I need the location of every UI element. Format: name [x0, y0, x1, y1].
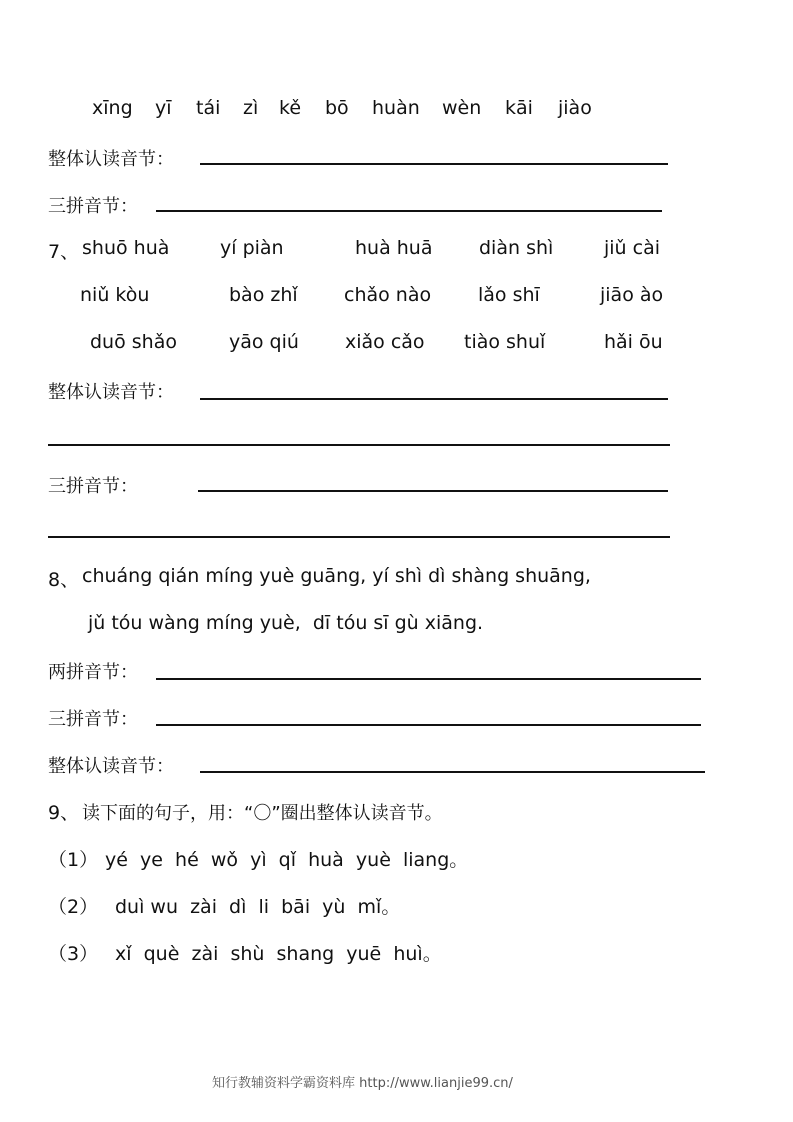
poem-line-1: chuáng qián míng yuè guāng, yí shì dì shàng shuāng, [82, 565, 591, 587]
triple-syllable-label: 三拼音节： [48, 709, 138, 730]
pinyin-word: wèn [442, 97, 482, 119]
answer-line[interactable] [156, 210, 662, 212]
answer-line[interactable] [200, 771, 705, 773]
pinyin-word: xiǎo cǎo [345, 331, 425, 353]
poem-line-2: jǔ tóu wàng míng yuè, dī tóu sī gù xiāng. [88, 612, 484, 634]
pinyin-word: duō shǎo [90, 331, 177, 353]
pinyin-word: hǎi ōu [604, 331, 663, 353]
pinyin-word: bào zhǐ [229, 284, 298, 306]
pinyin-word: tái [196, 97, 221, 119]
question-number: 7、 [48, 241, 80, 263]
sentence-number: （2） [48, 896, 99, 918]
question-number: 9、 [48, 802, 80, 824]
pinyin-word: jiào [558, 97, 592, 119]
instruction-text: 读下面的句子，用：“〇”圈出整体认读音节。 [82, 803, 443, 824]
pinyin-word: diàn shì [479, 237, 554, 259]
pinyin-word: kě [279, 97, 302, 119]
answer-line[interactable] [200, 398, 668, 400]
whole-syllable-label: 整体认读音节： [48, 756, 174, 777]
double-syllable-label: 两拼音节： [48, 662, 138, 683]
pinyin-word: tiào shuǐ [464, 331, 546, 353]
pinyin-word: yāo qiú [229, 331, 299, 353]
pinyin-word: zì [243, 97, 259, 119]
sentence-number: （1） [48, 849, 99, 871]
pinyin-word: shuō huà [82, 237, 170, 259]
answer-line[interactable] [156, 724, 701, 726]
pinyin-word: niǔ kòu [80, 284, 150, 306]
pinyin-word: yí piàn [220, 237, 284, 259]
answer-line[interactable] [198, 490, 668, 492]
pinyin-word: xīng [92, 97, 133, 119]
sentence-2: duì wu zài dì li bāi yù mǐ。 [115, 896, 401, 918]
pinyin-word: kāi [505, 97, 533, 119]
pinyin-word: chǎo nào [344, 284, 432, 306]
pinyin-word: jiǔ cài [604, 237, 661, 259]
whole-syllable-label: 整体认读音节： [48, 382, 174, 403]
pinyin-word: jiāo ào [600, 284, 664, 306]
footer-watermark: 知行教辅资料学霸资料库 http://www.lianjie99.cn/ [212, 1076, 513, 1091]
sentence-1: yé ye hé wǒ yì qǐ huà yuè liang。 [105, 849, 469, 871]
triple-syllable-label: 三拼音节： [48, 196, 138, 217]
pinyin-word: bō [325, 97, 349, 119]
answer-line[interactable] [48, 444, 670, 446]
triple-syllable-label: 三拼音节： [48, 476, 138, 497]
pinyin-word: huàn [372, 97, 420, 119]
sentence-3: xǐ què zài shù shang yuē huì。 [115, 943, 442, 965]
sentence-number: （3） [48, 943, 99, 965]
question-number: 8、 [48, 569, 80, 591]
answer-line[interactable] [48, 536, 670, 538]
pinyin-word: lǎo shī [478, 284, 540, 306]
answer-line[interactable] [200, 163, 668, 165]
whole-syllable-label: 整体认读音节： [48, 149, 174, 170]
pinyin-word: yī [155, 97, 172, 119]
answer-line[interactable] [156, 678, 701, 680]
pinyin-word: huà huā [355, 237, 433, 259]
